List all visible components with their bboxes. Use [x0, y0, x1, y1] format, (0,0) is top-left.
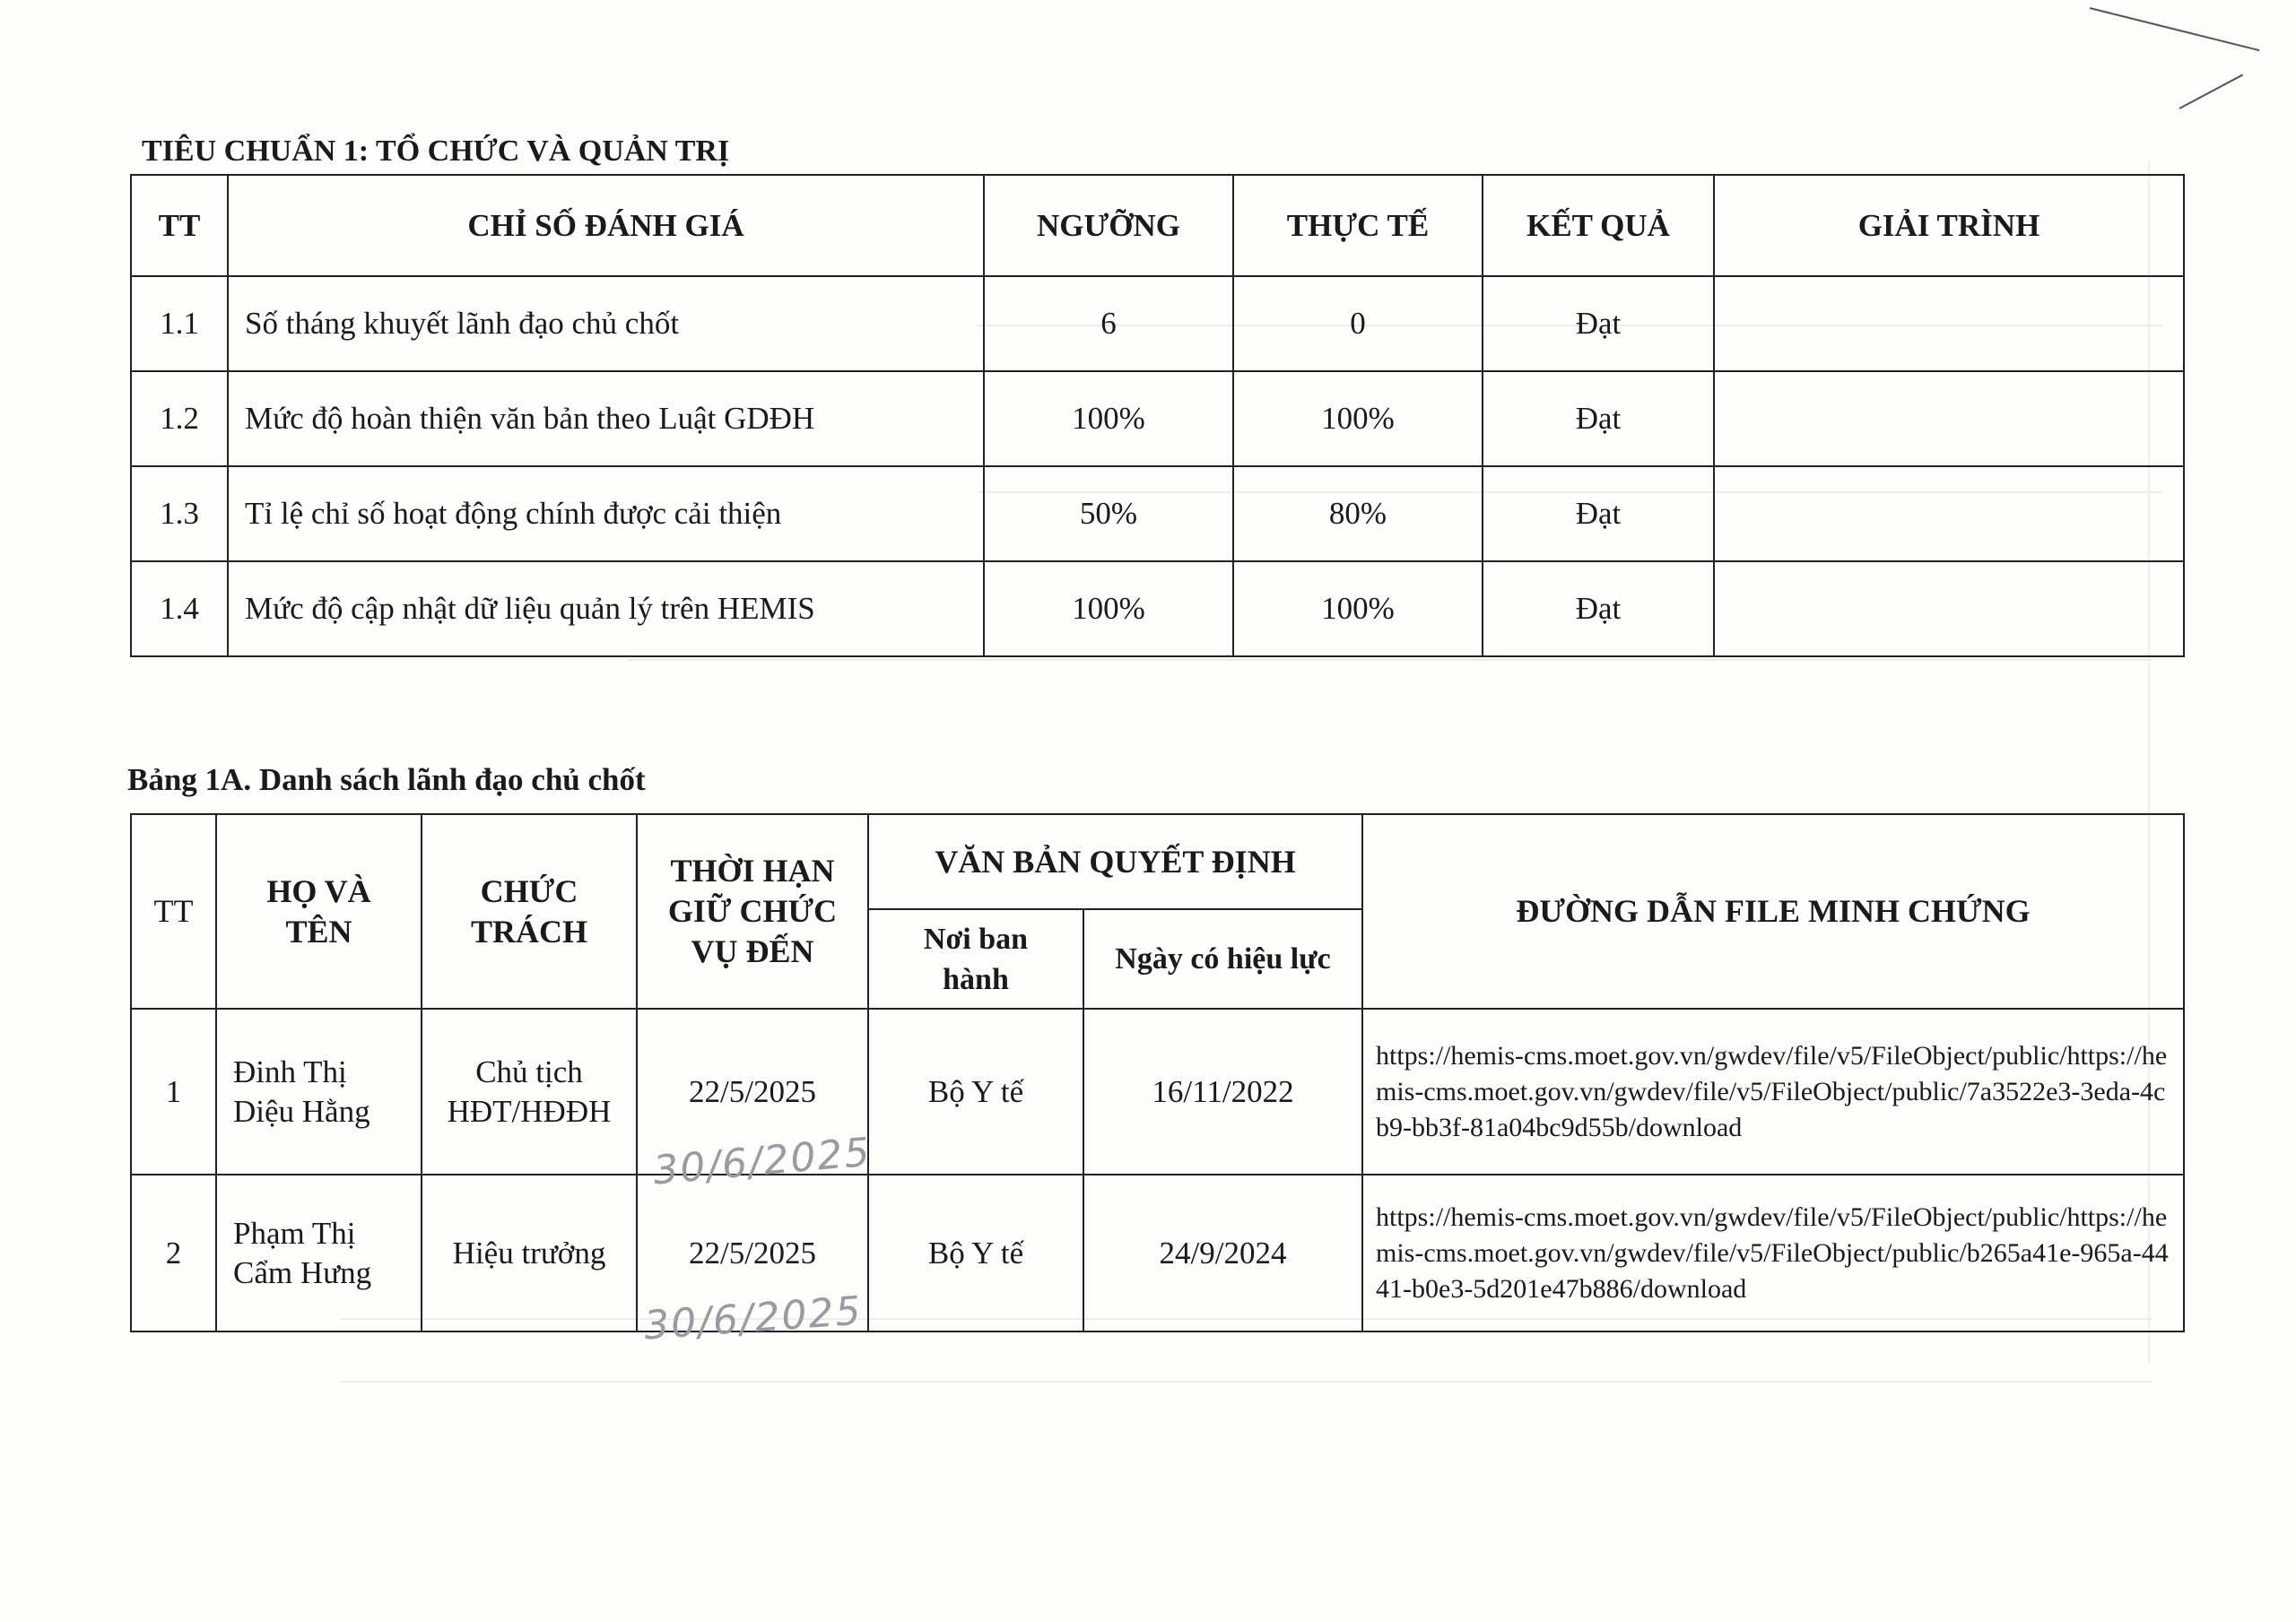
row-indicator: Số tháng khuyết lãnh đạo chủ chốt [228, 276, 984, 371]
leaders-table [130, 813, 2185, 1332]
row-threshold: 50% [984, 466, 1233, 561]
row-threshold: 6 [984, 276, 1233, 371]
table2-title: Bảng 1A. Danh sách lãnh đạo chủ chốt [127, 762, 646, 797]
col-header-effective: Ngày có hiệu lực [1083, 909, 1362, 1009]
row-note [1714, 276, 2184, 371]
row-tt: 1.1 [131, 276, 228, 371]
row-note [1714, 466, 2184, 561]
row-tt: 2 [131, 1175, 216, 1331]
page-fold-mark [2090, 7, 2260, 51]
page-fold-mark [2179, 74, 2244, 109]
col-header-position: CHỨC TRÁCH [422, 814, 637, 1009]
row-issuer: Bộ Y tế [868, 1009, 1083, 1175]
handwritten-date-correction: 30/6/2025 [642, 1288, 865, 1349]
row-tt: 1.3 [131, 466, 228, 561]
table-row [131, 276, 2184, 371]
table-row [131, 371, 2184, 466]
col-header-issuer: Nơi ban hành [868, 909, 1083, 1009]
row-evidence-link[interactable]: https://hemis-cms.moet.gov.vn/gwdev/file/v5/FileObject/public/https://hemis-cms.moet.gov.vn/gwdev/file/v5/FileObject/public/b265a41e-965a-4441-b0e3-5d201e47b886/download [1362, 1175, 2184, 1331]
row-actual: 100% [1233, 371, 1483, 466]
table-row [131, 466, 2184, 561]
col-header-tt: TT [131, 175, 228, 276]
row-term: 22/5/2025 [637, 1009, 868, 1175]
col-header-decision: VĂN BẢN QUYẾT ĐỊNH [868, 814, 1362, 909]
table-header-row [131, 814, 2184, 909]
row-issuer: Bộ Y tế [868, 1175, 1083, 1331]
row-indicator: Mức độ hoàn thiện văn bản theo Luật GDĐH [228, 371, 984, 466]
col-header-actual: THỰC TẾ [1233, 175, 1483, 276]
table-row [131, 1009, 2184, 1175]
row-name: Đinh Thị Diệu Hằng [216, 1009, 422, 1175]
row-indicator: Mức độ cập nhật dữ liệu quản lý trên HEMIS [228, 561, 984, 656]
row-evidence-link[interactable]: https://hemis-cms.moet.gov.vn/gwdev/file/v5/FileObject/public/https://hemis-cms.moet.gov.vn/gwdev/file/v5/FileObject/public/7a3522e3-3eda-4cb9-bb3f-81a04bc9d55b/download [1362, 1009, 2184, 1175]
row-indicator: Tỉ lệ chỉ số hoạt động chính được cải thiện [228, 466, 984, 561]
row-name: Phạm Thị Cẩm Hưng [216, 1175, 422, 1331]
col-header-result: KẾT QUẢ [1483, 175, 1714, 276]
row-tt: 1.4 [131, 561, 228, 656]
row-note [1714, 561, 2184, 656]
row-position: Hiệu trưởng [422, 1175, 637, 1331]
row-threshold: 100% [984, 561, 1233, 656]
row-note [1714, 371, 2184, 466]
row-result: Đạt [1483, 561, 1714, 656]
row-actual: 80% [1233, 466, 1483, 561]
bleed-through-line [341, 1381, 2152, 1383]
row-position: Chủ tịch HĐT/HĐĐH [422, 1009, 637, 1175]
row-result: Đạt [1483, 276, 1714, 371]
table-row [131, 561, 2184, 656]
col-header-link: ĐƯỜNG DẪN FILE MINH CHỨNG [1362, 814, 2184, 1009]
row-actual: 100% [1233, 561, 1483, 656]
col-header-threshold: NGƯỠNG [984, 175, 1233, 276]
row-actual: 0 [1233, 276, 1483, 371]
bleed-through-line [628, 659, 2152, 661]
col-header-name: HỌ VÀ TÊN [216, 814, 422, 1009]
row-tt: 1.2 [131, 371, 228, 466]
col-header-indicator: CHỈ SỐ ĐÁNH GIÁ [228, 175, 984, 276]
col-header-tt [131, 814, 216, 1009]
row-tt: 1 [131, 1009, 216, 1175]
col-header-term: THỜI HẠN GIỮ CHỨC VỤ ĐẾN [637, 814, 868, 1009]
criteria-table [130, 174, 2185, 657]
row-result: Đạt [1483, 466, 1714, 561]
header-text: TT [153, 893, 194, 929]
handwritten-date-correction: 30/6/2025 [651, 1129, 874, 1194]
table-header-row [131, 175, 2184, 276]
row-threshold: 100% [984, 371, 1233, 466]
section-title: TIÊU CHUẨN 1: TỔ CHỨC VÀ QUẢN TRỊ [142, 134, 730, 168]
row-effective: 24/9/2024 [1083, 1175, 1362, 1331]
row-term: 22/5/2025 [637, 1175, 868, 1331]
row-effective: 16/11/2022 [1083, 1009, 1362, 1175]
table-row [131, 1175, 2184, 1331]
col-header-note: GIẢI TRÌNH [1714, 175, 2184, 276]
row-result: Đạt [1483, 371, 1714, 466]
